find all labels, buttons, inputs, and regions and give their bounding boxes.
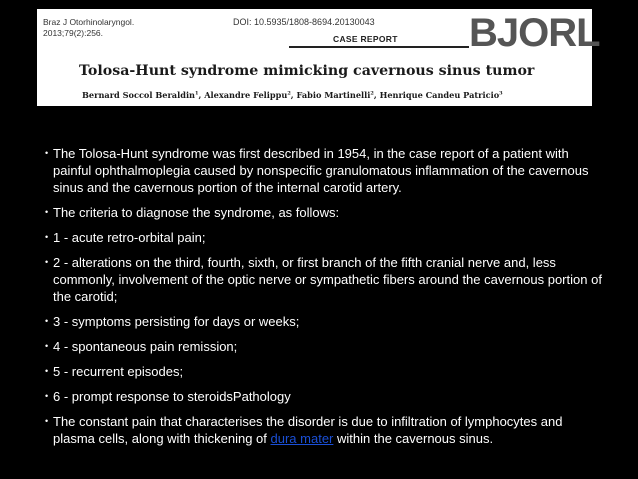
bullet-text: 4 - spontaneous pain remission; xyxy=(53,339,238,354)
bullet-marker: • xyxy=(45,391,49,401)
bullet-marker: • xyxy=(45,148,49,158)
journal-reference xyxy=(43,17,134,39)
bullet-text: The constant pain that characterises the disorder is due to infiltration of lymphocytes and plasma cells, along with thickening of dura mater within the cavernous sinus. xyxy=(53,414,563,446)
slide-body xyxy=(45,145,605,447)
bullet-pathology xyxy=(45,413,605,447)
bullet-criterion-5 xyxy=(45,363,605,380)
bullet-marker: • xyxy=(45,341,49,351)
bullet-criterion-1 xyxy=(45,229,605,246)
article-title: Tolosa-Hunt syndrome mimicking cavernous sinus tumor xyxy=(79,63,535,79)
bullet-marker: • xyxy=(45,316,49,326)
author-3: Fabio Martinelli xyxy=(296,90,371,100)
author-4-affiliation: 3 xyxy=(499,90,503,97)
author-1: Bernard Soccol Beraldin xyxy=(82,90,196,100)
bullet-history xyxy=(45,145,605,196)
author-4: Henrique Candeu Patricio xyxy=(379,90,500,100)
author-3-affiliation: 2 xyxy=(370,90,374,97)
bullet-criterion-6 xyxy=(45,388,605,405)
bullet-text: 5 - recurrent episodes; xyxy=(53,364,184,379)
journal-logo: BJORL xyxy=(469,11,600,55)
bullet-text: 6 - prompt response to steroidsPathology xyxy=(53,389,291,404)
bullet-text: 3 - symptoms persisting for days or weeks; xyxy=(53,314,300,329)
bullet-marker: • xyxy=(45,416,49,426)
bullet-text: 1 - acute retro-orbital pain; xyxy=(53,230,206,245)
bullet-marker: • xyxy=(45,257,49,267)
bullet-text: The Tolosa-Hunt syndrome was first described in 1954, in the case report of a patient with painful ophthalmoplegia caused by nonspecific granulomatous inflammation of the cavernous sinus and the cavernous portion of the internal carotid artery. xyxy=(53,146,589,195)
bullet-criteria-intro xyxy=(45,204,605,221)
section-label: CASE REPORT xyxy=(333,34,398,44)
journal-name: Braz J Otorhinolaryngol. xyxy=(43,17,135,27)
bullet-marker: • xyxy=(45,207,49,217)
bullet-marker: • xyxy=(45,232,49,242)
bullet-criterion-2 xyxy=(45,254,605,305)
author-2: Alexandre Felippu xyxy=(204,90,288,100)
dura-mater-link[interactable]: dura mater xyxy=(270,431,334,446)
bullet-marker: • xyxy=(45,366,49,376)
bullet-text: 2 - alterations on the third, fourth, sixth, or first branch of the fifth cranial nerve and, less commonly, involvement of the optic nerve or sympathetic fibers around the cavernous portion of the carotid; xyxy=(53,255,602,304)
bullet-text: The criteria to diagnose the syndrome, as follows: xyxy=(53,205,340,220)
article-header-image xyxy=(37,9,600,106)
bullet-criterion-4 xyxy=(45,338,605,355)
section-divider xyxy=(289,46,469,48)
bullet-criterion-3 xyxy=(45,313,605,330)
journal-volume: 2013;79(2):256. xyxy=(43,28,104,38)
author-1-affiliation: 1 xyxy=(195,90,199,97)
author-list: Bernard Soccol Beraldin$^1$, Alexandre Felippu$^2$, Fabio Martinelli$^2$, Henrique Candeu Patricio$^3$ xyxy=(82,90,503,100)
author-2-affiliation: 2 xyxy=(287,90,291,97)
doi-label: DOI: 10.5935/1808-8694.20130043 xyxy=(233,17,375,27)
